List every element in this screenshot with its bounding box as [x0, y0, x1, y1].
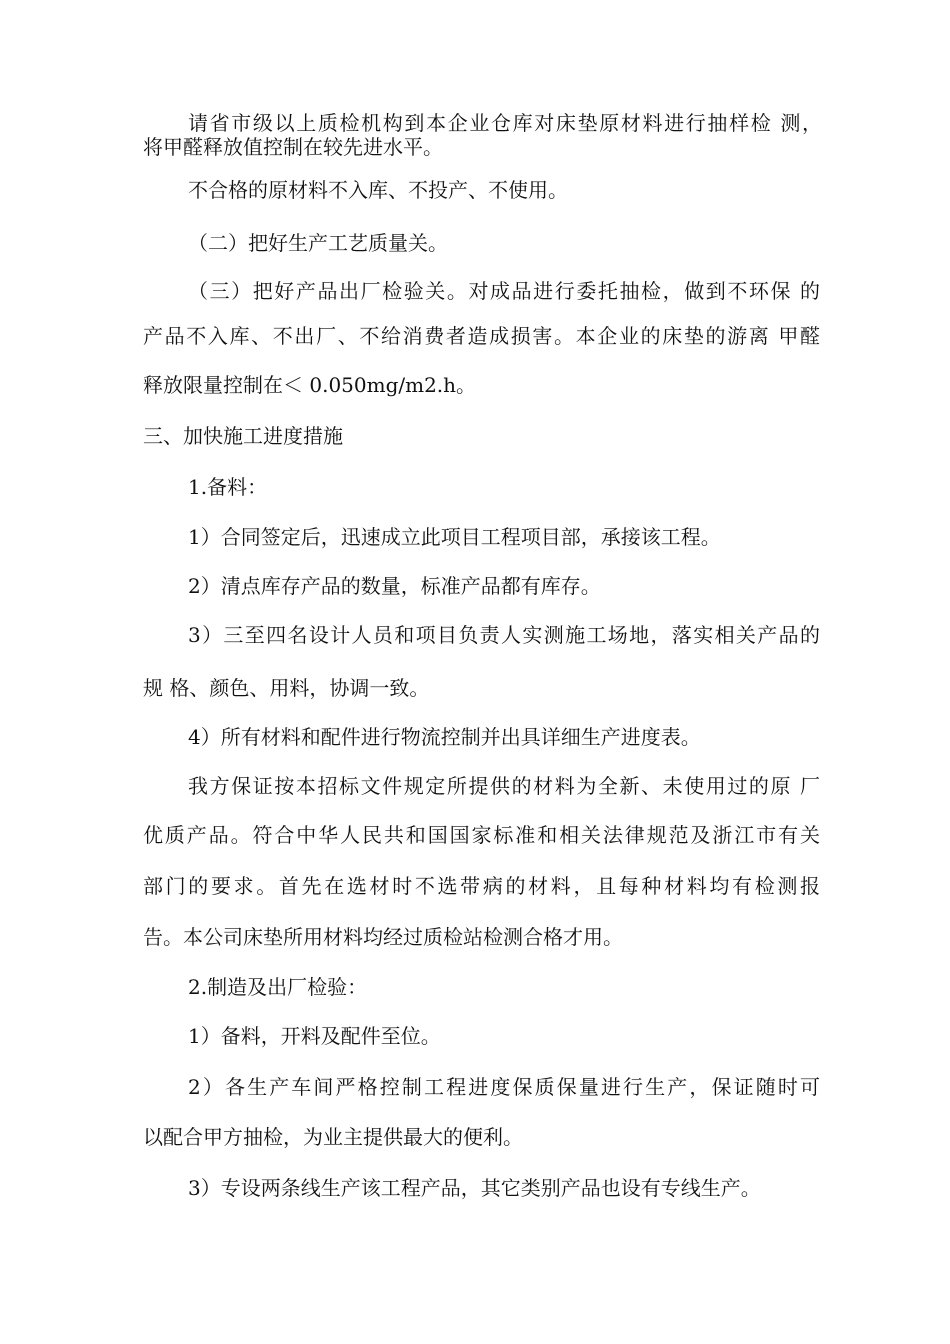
- subsection-heading: 2.制造及出厂检验：: [188, 975, 368, 999]
- list-item: 2）清点库存产品的数量，标准产品都有库存。: [188, 574, 601, 598]
- list-item: 3）三至四名设计人员和项目负责人实测施工场地，落实相关产品的: [188, 623, 820, 647]
- paragraph-line: （三）把好产品出厂检验关。对成品进行委托抽检，做到不环保 的: [188, 279, 820, 303]
- list-item: 1）备料，开料及配件至位。: [188, 1024, 441, 1048]
- list-item: 2）各生产车间严格控制工程进度保质保量进行生产，保证随时可: [188, 1075, 820, 1099]
- list-item: 1）合同签定后，迅速成立此项目工程项目部，承接该工程。: [188, 525, 721, 549]
- paragraph-line: （二）把好生产工艺质量关。: [188, 231, 448, 255]
- section-heading: 三、加快施工进度措施: [143, 424, 343, 448]
- paragraph-line: 告。本公司床垫所用材料均经过质检站检测合格才用。: [143, 925, 623, 949]
- paragraph-line: 优质产品。符合中华人民共和国国家标准和相关法律规范及浙江市有关: [143, 823, 820, 847]
- subsection-heading: 1.备料：: [188, 475, 268, 499]
- paragraph-line: 以配合甲方抽检，为业主提供最大的便利。: [143, 1125, 523, 1149]
- list-item: 4）所有材料和配件进行物流控制并出具详细生产进度表。: [188, 725, 701, 749]
- paragraph-line: 产品不入库、不出厂、不给消费者造成损害。本企业的床垫的游离 甲醛: [143, 324, 820, 348]
- paragraph-line: 我方保证按本招标文件规定所提供的材料为全新、未使用过的原 厂: [188, 774, 820, 798]
- paragraph-line: 部门的要求。首先在选材时不选带病的材料，且每种材料均有检测报: [143, 874, 820, 898]
- paragraph-line: 规 格、颜色、用料，协调一致。: [143, 676, 430, 700]
- paragraph-line: 请省市级以上质检机构到本企业仓库对床垫原材料进行抽样检 测，: [188, 111, 822, 135]
- paragraph-line: 不合格的原材料不入库、不投产、不使用。: [188, 178, 568, 202]
- paragraph-line: 释放限量控制在＜ 0.050mg/m2.h。: [143, 373, 477, 397]
- list-item: 3）专设两条线生产该工程产品，其它类别产品也设有专线生产。: [188, 1176, 761, 1200]
- paragraph-line: 将甲醛释放值控制在较先进水平。: [143, 135, 443, 159]
